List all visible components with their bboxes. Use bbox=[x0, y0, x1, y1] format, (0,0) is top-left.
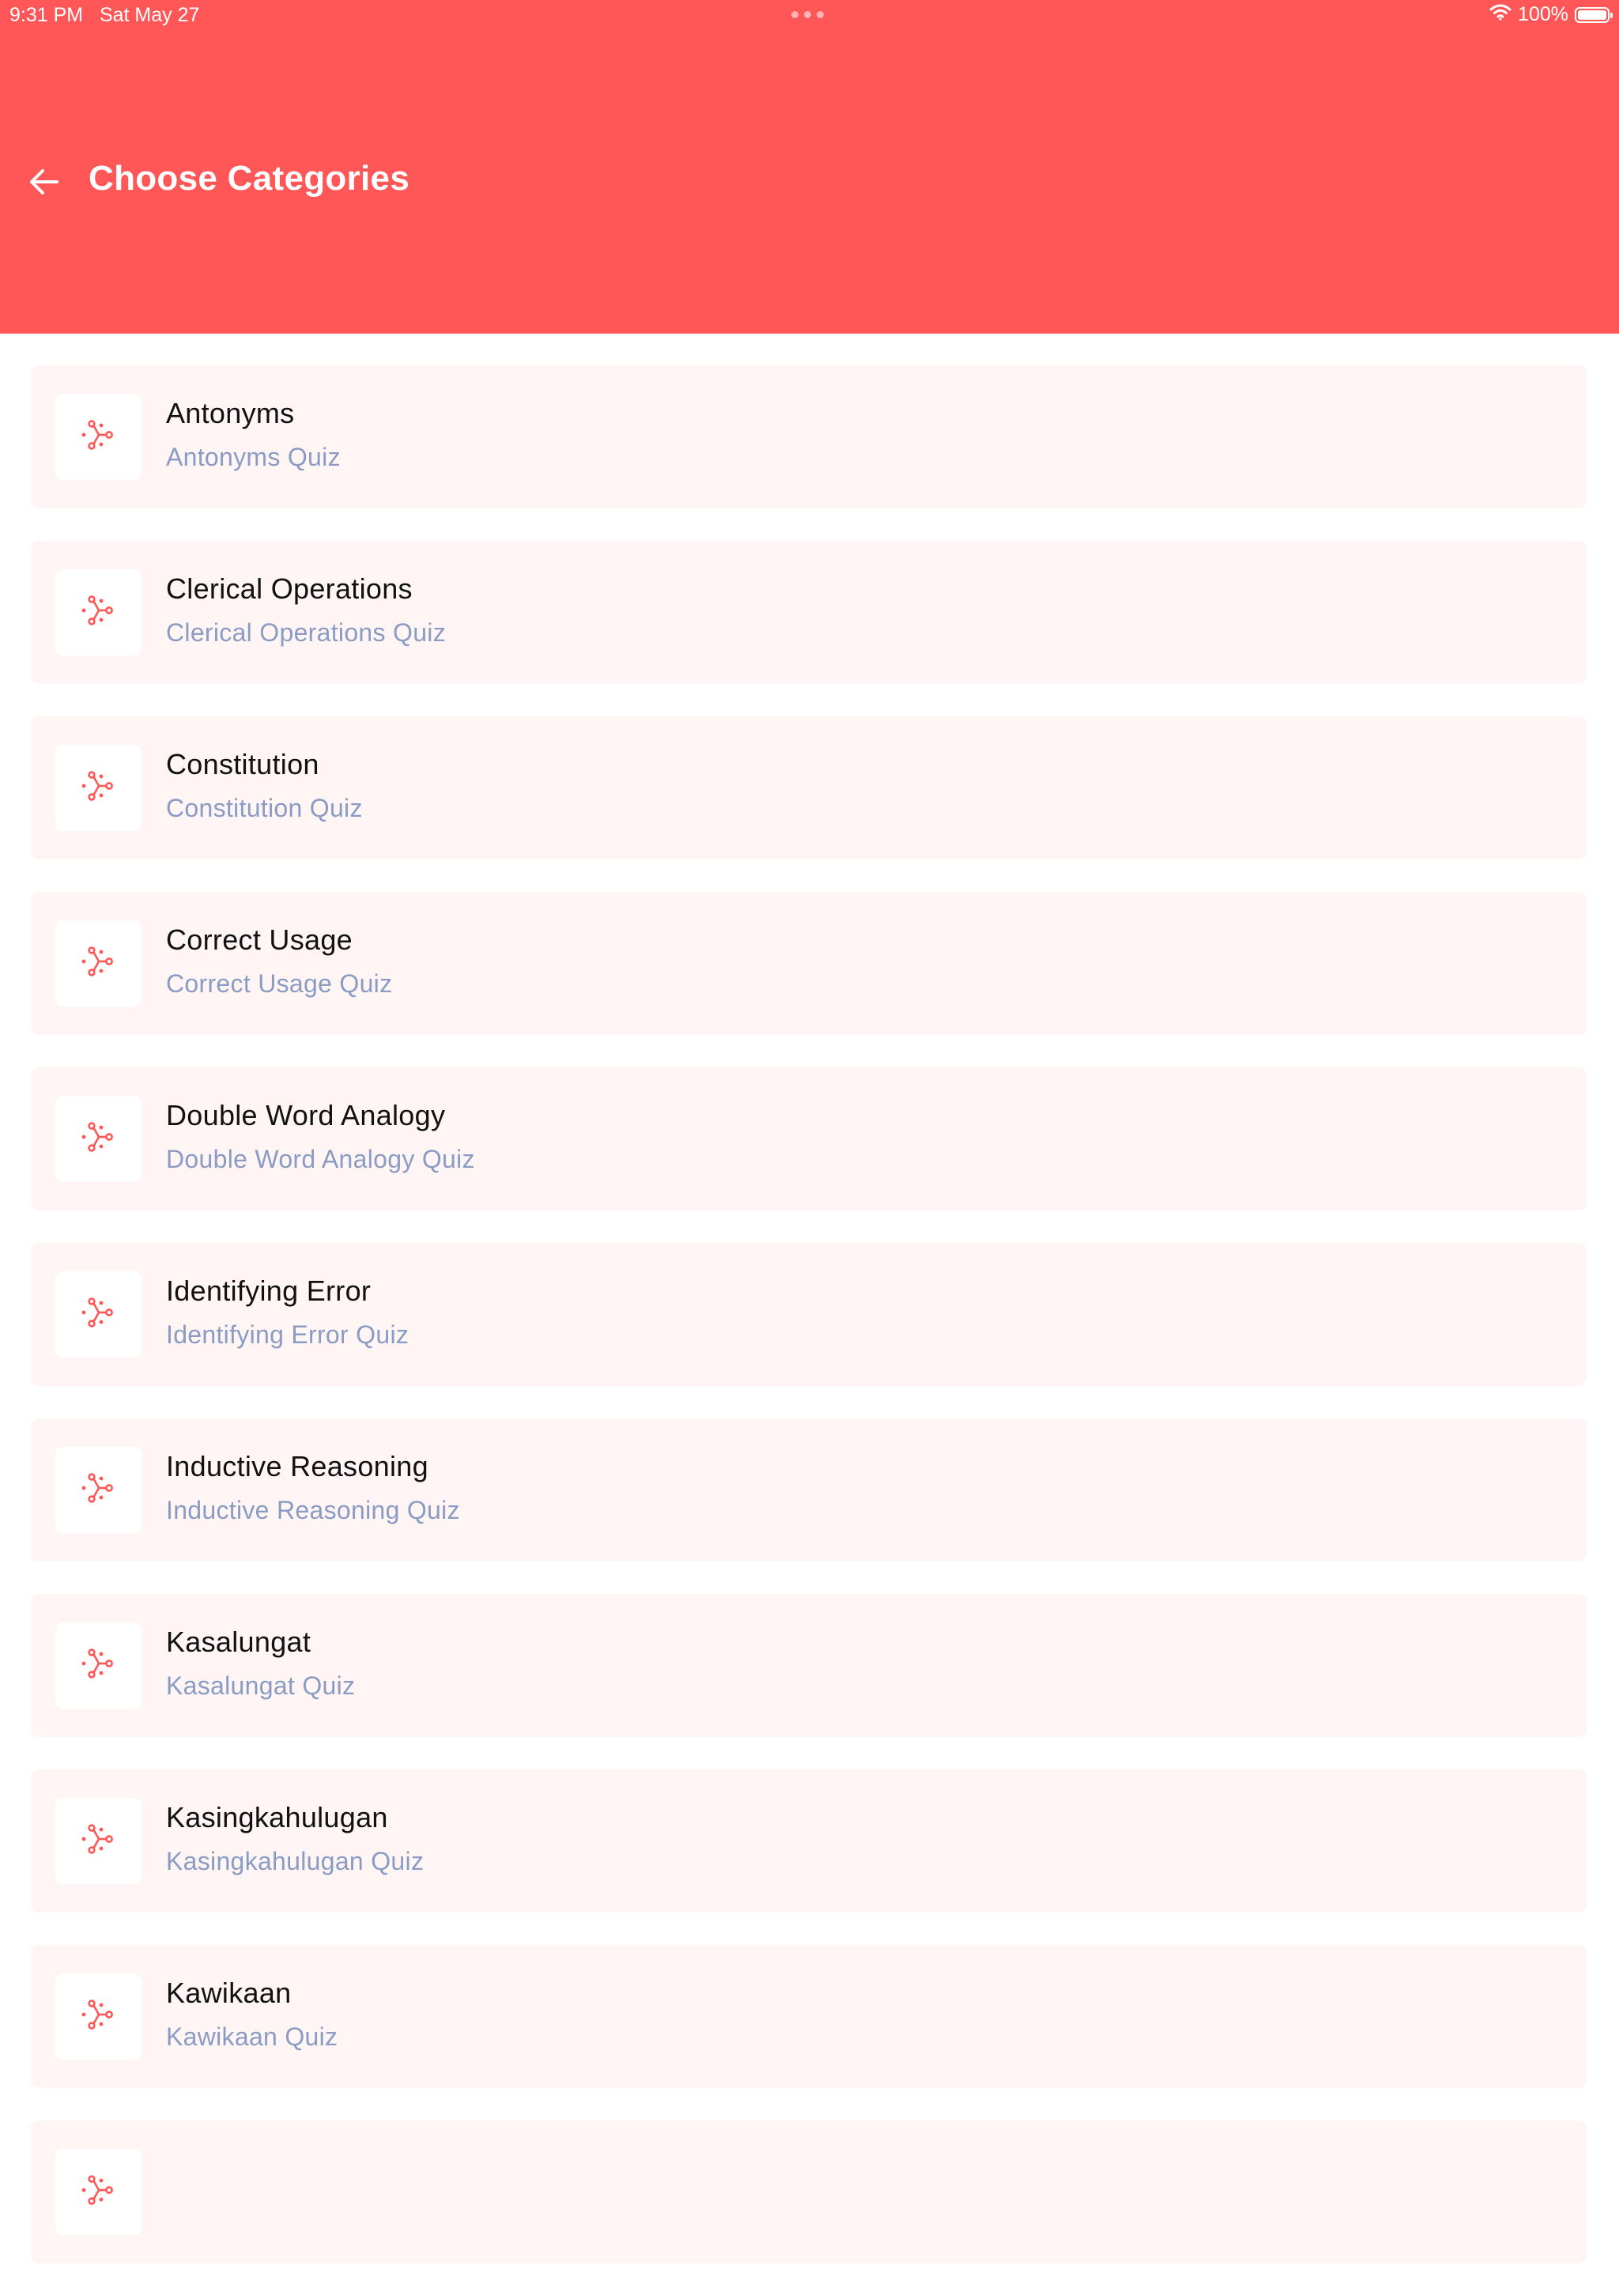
category-icon-box bbox=[55, 569, 142, 655]
category-subtitle: Clerical Operations Quiz bbox=[166, 618, 446, 647]
wifi-icon bbox=[1489, 3, 1511, 26]
page-title: Choose Categories bbox=[89, 159, 410, 198]
dot-icon bbox=[817, 11, 824, 18]
category-title: Kasingkahulugan bbox=[166, 1801, 388, 1833]
category-card-1[interactable] bbox=[31, 541, 1587, 684]
category-card-6[interactable] bbox=[31, 1418, 1587, 1562]
category-card-9[interactable] bbox=[31, 1945, 1587, 2088]
category-icon-box bbox=[55, 1271, 142, 1358]
status-date-text: Sat May 27 bbox=[99, 4, 200, 26]
dot-icon bbox=[804, 11, 811, 18]
category-subtitle: Correct Usage Quiz bbox=[166, 969, 393, 998]
category-subtitle: Kasingkahulugan Quiz bbox=[166, 1847, 425, 1875]
status-time bbox=[9, 4, 199, 27]
status-time-text: 9:31 PM bbox=[9, 4, 84, 26]
category-subtitle: Antonyms Quiz bbox=[166, 443, 341, 471]
status-indicators bbox=[1489, 3, 1610, 26]
network-icon bbox=[80, 1645, 118, 1686]
category-card-7[interactable] bbox=[31, 1594, 1587, 1737]
category-subtitle: Kawikaan Quiz bbox=[166, 2022, 338, 2051]
category-subtitle: Identifying Error Quiz bbox=[166, 1320, 409, 1349]
category-title: Double Word Analogy bbox=[166, 1099, 446, 1131]
network-icon bbox=[80, 1469, 118, 1511]
category-card-5[interactable] bbox=[31, 1243, 1587, 1386]
category-icon-box bbox=[55, 1447, 142, 1533]
category-title: Kasalungat bbox=[166, 1626, 311, 1658]
category-icon-box bbox=[55, 1096, 142, 1182]
back-button[interactable] bbox=[24, 163, 65, 204]
category-title: Kawikaan bbox=[166, 1977, 292, 2009]
category-card-8[interactable] bbox=[31, 1769, 1587, 1913]
category-icon-box bbox=[55, 2149, 142, 2235]
category-subtitle: Inductive Reasoning Quiz bbox=[166, 1496, 460, 1524]
network-icon bbox=[80, 2171, 118, 2213]
category-subtitle: Constitution Quiz bbox=[166, 794, 363, 822]
category-card-4[interactable] bbox=[31, 1067, 1587, 1210]
network-icon bbox=[80, 942, 118, 984]
network-icon bbox=[80, 767, 118, 809]
dot-icon bbox=[791, 11, 798, 18]
category-card-3[interactable] bbox=[31, 892, 1587, 1035]
category-card-0[interactable] bbox=[31, 365, 1587, 508]
multitasking-dots[interactable] bbox=[791, 11, 824, 18]
network-icon bbox=[80, 416, 118, 458]
category-title: Clerical Operations bbox=[166, 572, 413, 605]
network-icon bbox=[80, 1293, 118, 1335]
network-icon bbox=[80, 591, 118, 633]
category-title: Constitution bbox=[166, 748, 319, 780]
category-icon-box bbox=[55, 1973, 142, 2060]
category-title: Antonyms bbox=[166, 397, 295, 429]
network-icon bbox=[80, 1820, 118, 1862]
category-subtitle: Kasalungat Quiz bbox=[166, 1671, 356, 1700]
category-icon-box bbox=[55, 1798, 142, 1884]
header-bar bbox=[0, 0, 1619, 334]
category-icon-box bbox=[55, 1622, 142, 1709]
category-card-10[interactable] bbox=[31, 2120, 1587, 2264]
status-bar bbox=[0, 0, 1619, 32]
category-icon-box bbox=[55, 745, 142, 831]
network-icon bbox=[80, 1996, 118, 2037]
category-title: Correct Usage bbox=[166, 923, 353, 956]
category-icon-box bbox=[55, 394, 142, 480]
category-title: Inductive Reasoning bbox=[166, 1450, 428, 1482]
battery-percent: 100% bbox=[1518, 3, 1568, 25]
arrow-left-icon bbox=[28, 168, 60, 200]
category-list bbox=[31, 365, 1587, 2296]
category-subtitle: Double Word Analogy Quiz bbox=[166, 1145, 475, 1173]
category-title: Identifying Error bbox=[166, 1275, 372, 1307]
network-icon bbox=[80, 1118, 118, 1160]
category-icon-box bbox=[55, 920, 142, 1006]
battery-icon bbox=[1575, 7, 1610, 23]
category-card-2[interactable] bbox=[31, 716, 1587, 859]
